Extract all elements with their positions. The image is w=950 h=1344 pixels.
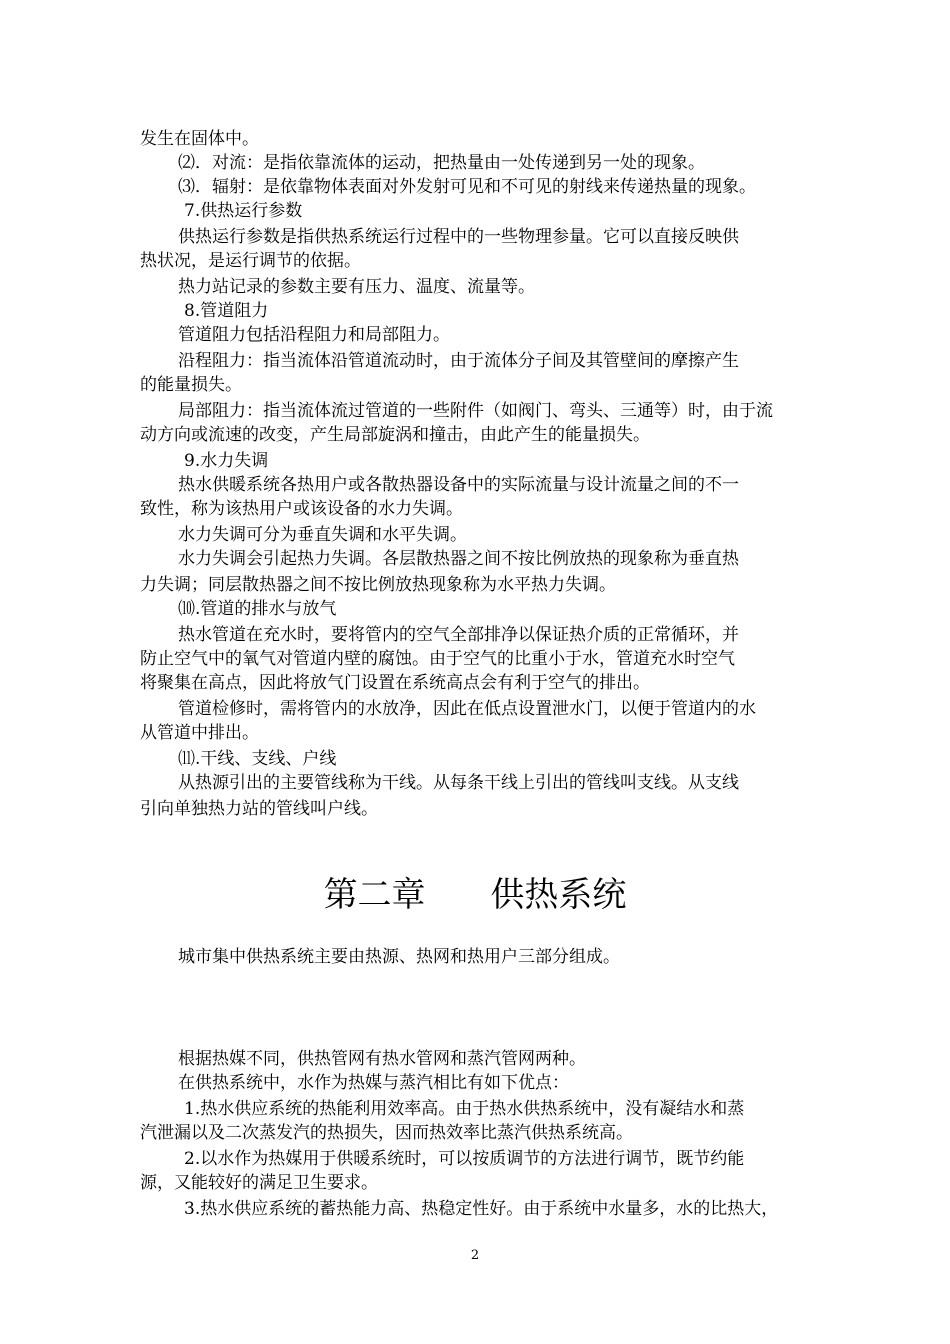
text-line: 发生在固体中。 (140, 129, 259, 149)
text-line: 水力失调会引起热力失调。各层散热器之间不按比例放热的现象称为垂直热 (178, 549, 739, 569)
text-line: 1.热水供应系统的热能利用效率高。由于热水供热系统中，没有凝结水和蒸 (184, 1099, 745, 1119)
text-line: 力失调；同层散热器之间不按比例放热现象称为水平热力失调。 (140, 575, 616, 595)
text-line: 水力失调可分为垂直失调和水平失调。 (178, 525, 467, 545)
text-line: 8.管道阻力 (184, 301, 269, 321)
text-line: 汽泄漏以及二次蒸发汽的热损失，因而热效率比蒸汽供热系统高。 (140, 1123, 633, 1143)
text-line: 动方向或流速的改变，产生局部旋涡和撞击，由此产生的能量损失。 (140, 425, 650, 445)
text-line: 2.以水作为热媒用于供暖系统时，可以按质调节的方法进行调节，既节约能 (184, 1149, 745, 1169)
text-line: 热状况，是运行调节的依据。 (140, 251, 361, 271)
text-line: 沿程阻力：指当流体沿管道流动时，由于流体分子间及其管壁间的摩擦产生 (178, 351, 739, 371)
text-line: 致性，称为该热用户或该设备的水力失调。 (140, 499, 463, 519)
text-line: 供热运行参数是指供热系统运行过程中的一些物理参量。它可以直接反映供 (178, 227, 739, 247)
text-line: 从热源引出的主要管线称为干线。从每条干线上引出的管线叫支线。从支线 (178, 773, 739, 793)
text-line: 热水管道在充水时，要将管内的空气全部排净以保证热介质的正常循环，并 (178, 625, 739, 645)
text-line: 管道检修时，需将管内的水放净，因此在低点设置泄水门，以便于管道内的水 (178, 699, 756, 719)
text-line: 局部阻力：指当流体流过管道的一些附件（如阀门、弯头、三通等）时，由于流 (178, 401, 773, 421)
text-line: 从管道中排出。 (140, 723, 259, 743)
text-line: 的能量损失。 (140, 375, 242, 395)
text-line: 9.水力失调 (184, 451, 269, 471)
text-line: 管道阻力包括沿程阻力和局部阻力。 (178, 325, 450, 345)
text-line: 城市集中供热系统主要由热源、热网和热用户三部分组成。 (178, 947, 620, 967)
text-line: 在供热系统中，水作为热媒与蒸汽相比有如下优点： (178, 1073, 569, 1093)
text-line: 源，又能较好的满足卫生要求。 (140, 1173, 378, 1193)
text-line: ⑵．对流：是指依靠流体的运动，把热量由一处传递到另一处的现象。 (178, 153, 705, 173)
text-line: ⑶．辐射：是依靠物体表面对外发射可见和不可见的射线来传递热量的现象。 (178, 177, 756, 197)
text-line: 防止空气中的氧气对管道内壁的腐蚀。由于空气的比重小于水，管道充水时空气 (140, 649, 735, 669)
chapter-title: 第二章 供热系统 (323, 875, 627, 915)
text-line: 热力站记录的参数主要有压力、温度、流量等。 (178, 277, 535, 297)
page-number: 2 (470, 1248, 480, 1263)
text-line: ⑽.管道的排水与放气 (178, 599, 337, 619)
text-line: 热水供暖系统各热用户或各散热器设备中的实际流量与设计流量之间的不一 (178, 475, 739, 495)
text-line: 3.热水供应系统的蓄热能力高、热稳定性好。由于系统中水量多，水的比热大， (184, 1199, 779, 1219)
text-line: ⑾.干线、支线、户线 (178, 749, 337, 769)
text-line: 将聚集在高点，因此将放气门设置在系统高点会有利于空气的排出。 (140, 673, 650, 693)
text-line: 引向单独热力站的管线叫户线。 (140, 799, 378, 819)
text-line: 7.供热运行参数 (184, 201, 303, 221)
text-line: 根据热媒不同，供热管网有热水管网和蒸汽管网两种。 (178, 1049, 586, 1069)
